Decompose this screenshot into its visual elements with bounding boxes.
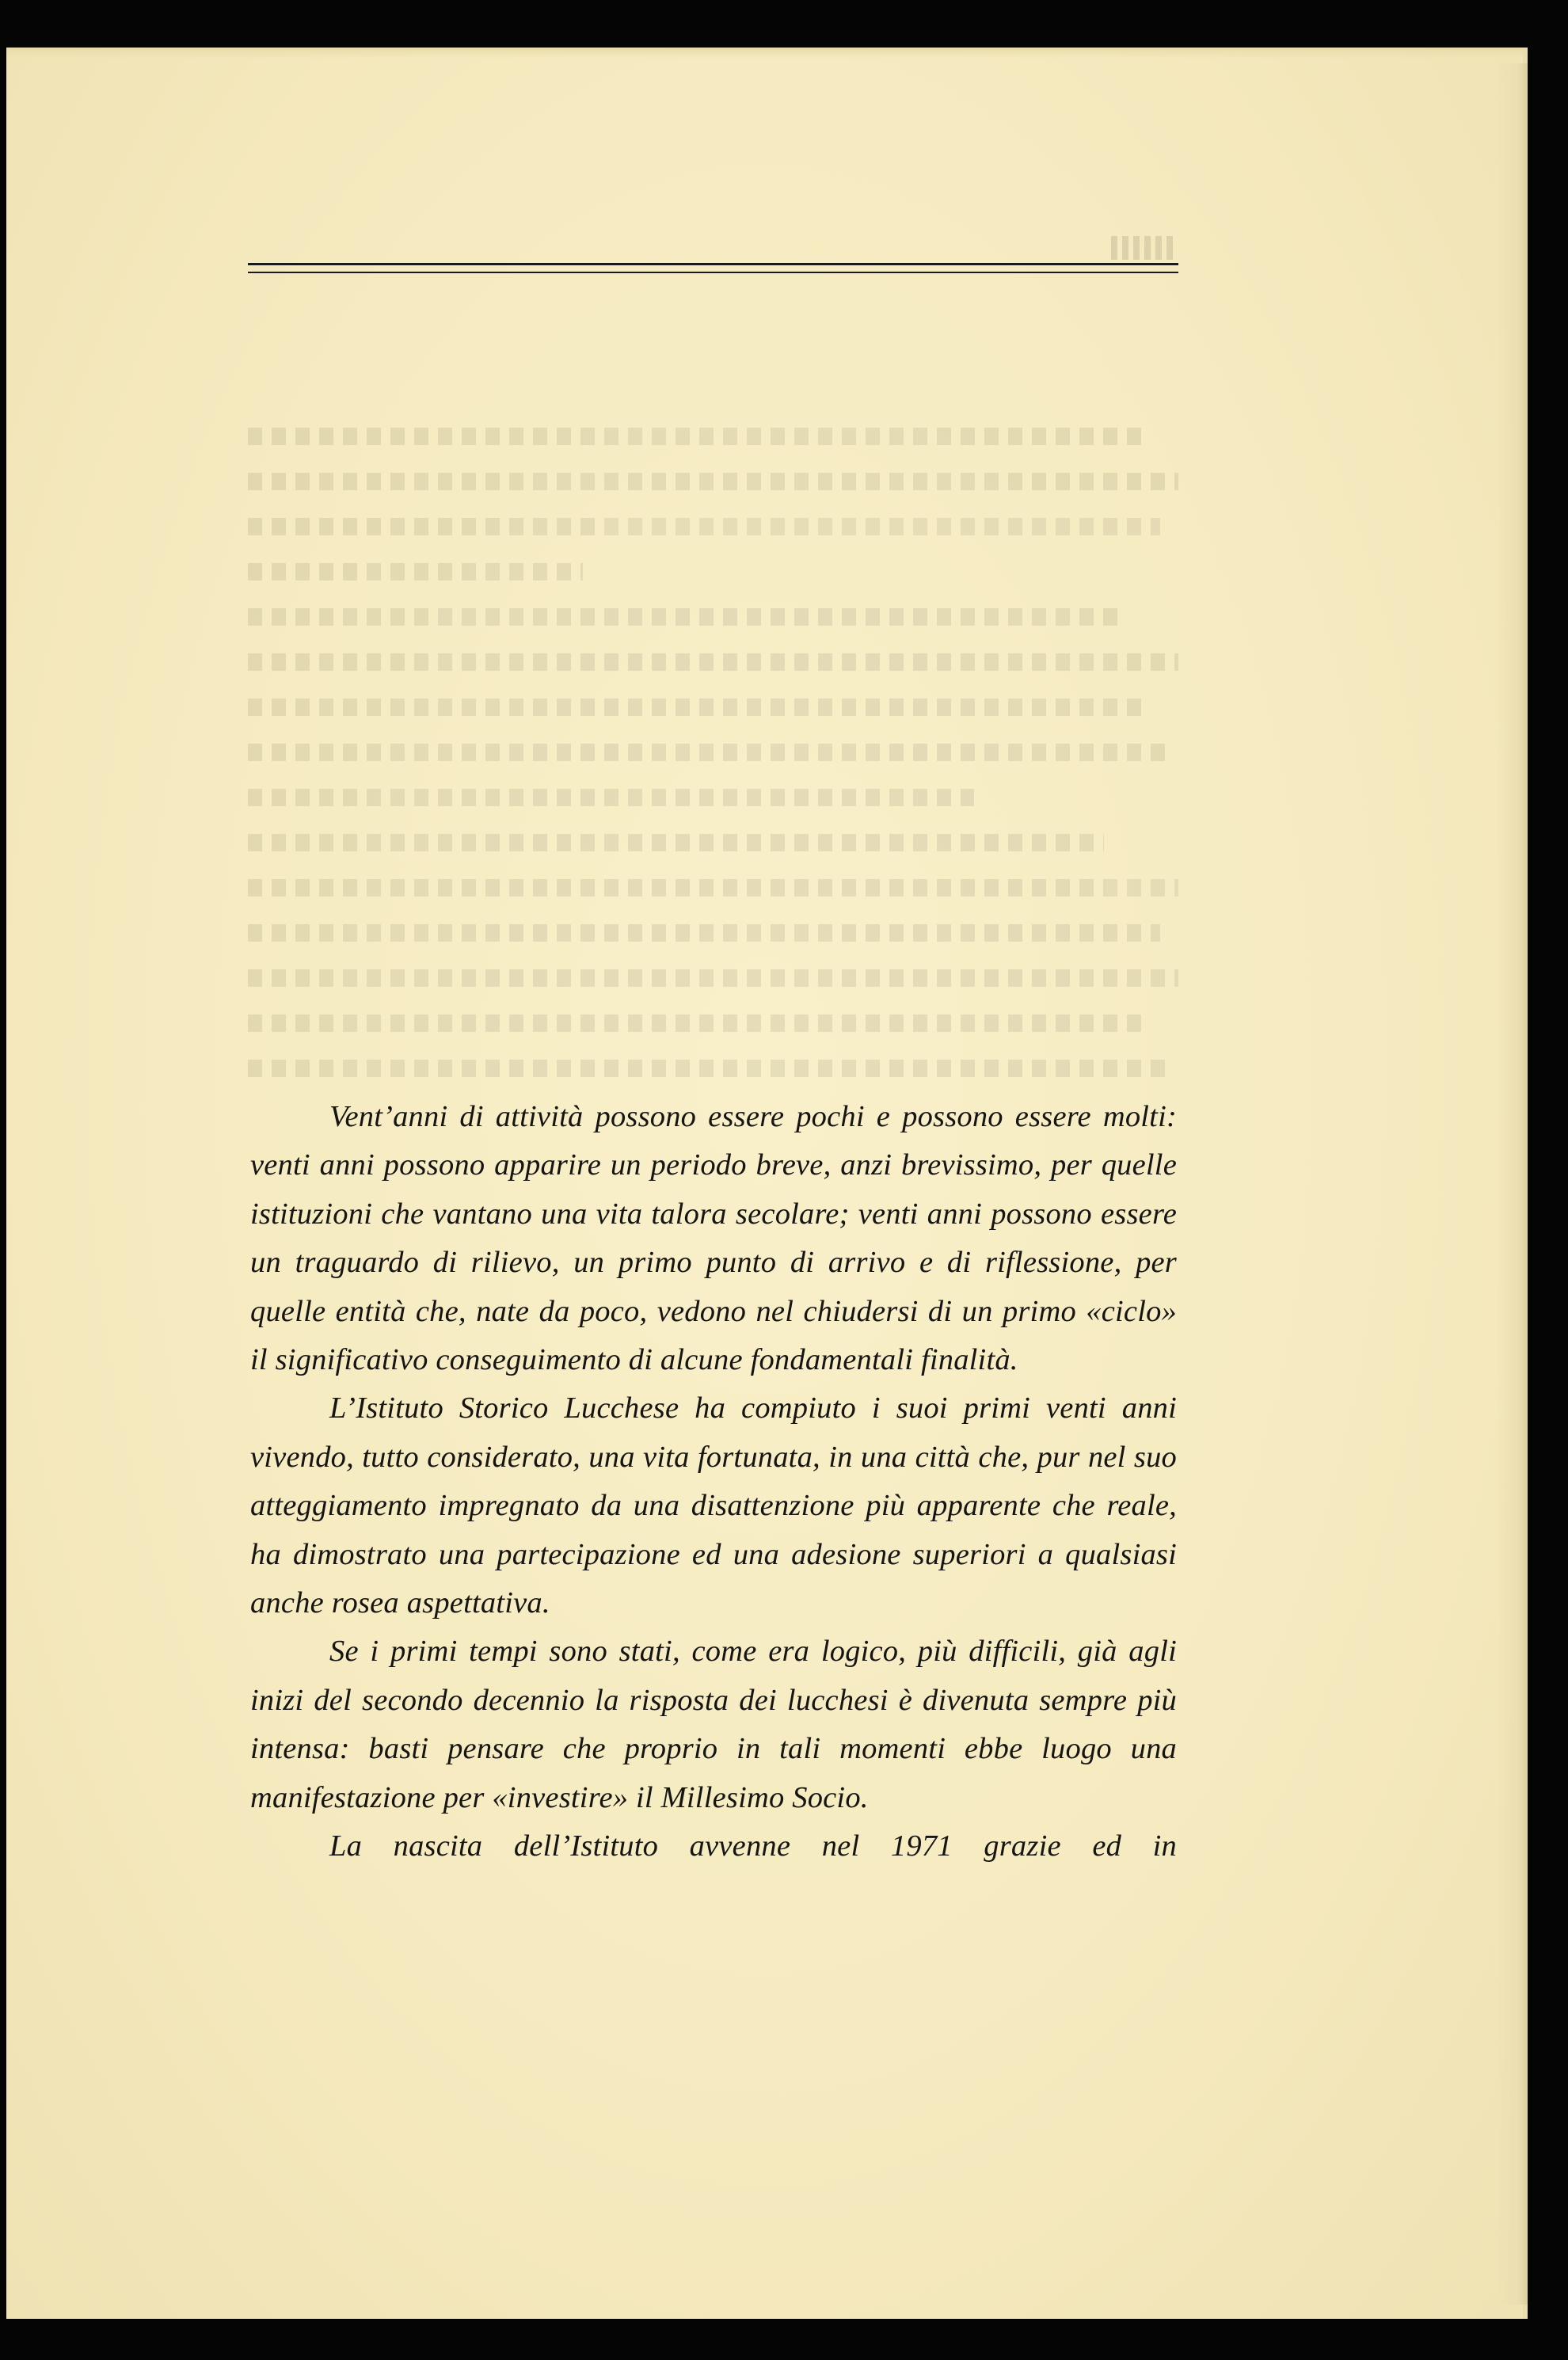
page-right-edge [1496, 63, 1528, 2305]
body-text [250, 1093, 1177, 1871]
book-page [6, 48, 1528, 2319]
paragraph-2: L’Istituto Storico Lucchese ha compiuto i suoi primi venti anni vivendo, tutto considerato, una vita fortunata, in una città che, pur nel suo atteggiamento impregnato da una disattenzione più apparente che reale, ha dimostrato una partecipazione ed una adesione superiori a qualsiasi anche rosea aspettativa. [250, 1391, 1177, 1620]
page-top-edge [6, 48, 1523, 59]
paragraph-1: Vent’anni di attività possono essere pochi e possono essere molti: venti anni possono apparire un periodo breve, anzi brevissimo, per quelle istituzioni che vantano una vita talora secolare; venti anni possono essere un traguardo di rilievo, un primo punto di arrivo e di riflessione, per quelle entità che, nate da poco, vedono nel chiudersi di un primo «ciclo» il significativo conseguimento di alcune fondamentali finalità. [250, 1100, 1177, 1377]
paragraph-4: La nascita dell’Istituto avvenne nel 1971 grazie ed in [329, 1829, 1177, 1863]
header-rule-bottom [248, 272, 1178, 273]
header-rule-top [248, 263, 1178, 265]
paragraph-3: Se i primi tempi sono stati, come era logico, più difficili, già agli inizi del secondo decennio la risposta dei lucchesi è divenuta sempre più intensa: basti pensare che proprio in tali momenti ebbe luogo una manifestazione per «investire» il Millesimo Socio. [250, 1635, 1177, 1814]
show-through-page-number [1111, 236, 1174, 260]
